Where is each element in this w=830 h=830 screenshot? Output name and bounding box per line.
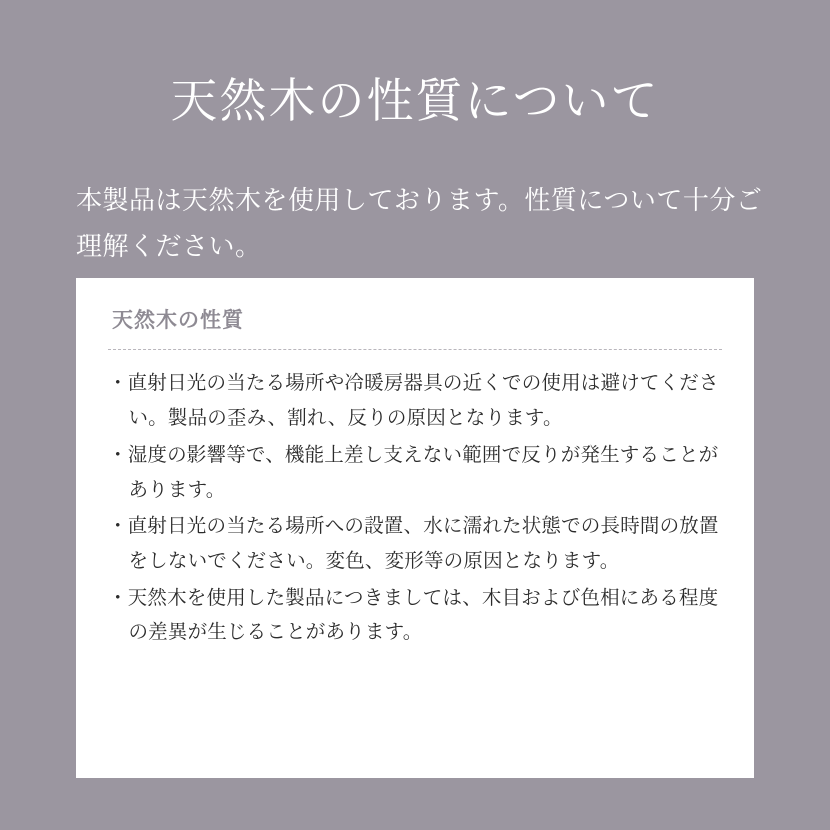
list-item: ・直射日光の当たる場所や冷暖房器具の近くでの使用は避けてください。製品の歪み、割れ、反りの原因となります。 — [108, 372, 719, 430]
list-item: ・湿度の影響等で、機能上差し支えない範囲で反りが発生することがあります。 — [108, 443, 719, 501]
list-item: ・天然木を使用した製品につきましては、木目および色相にある程度の差異が生じることがあります。 — [108, 586, 719, 644]
natural-wood-properties-card — [76, 278, 754, 778]
lead-paragraph: 本製品は天然木を使用しております。性質について十分ご理解ください。 — [76, 185, 763, 261]
list-item: ・直射日光の当たる場所への設置、水に濡れた状態での長時間の放置をしないでください。変色、変形等の原因となります。 — [108, 515, 719, 572]
dashed-divider — [108, 349, 722, 350]
card-title: 天然木の性質 — [112, 309, 244, 332]
page-title: 天然木の性質について — [170, 74, 660, 128]
properties-list — [108, 366, 722, 650]
